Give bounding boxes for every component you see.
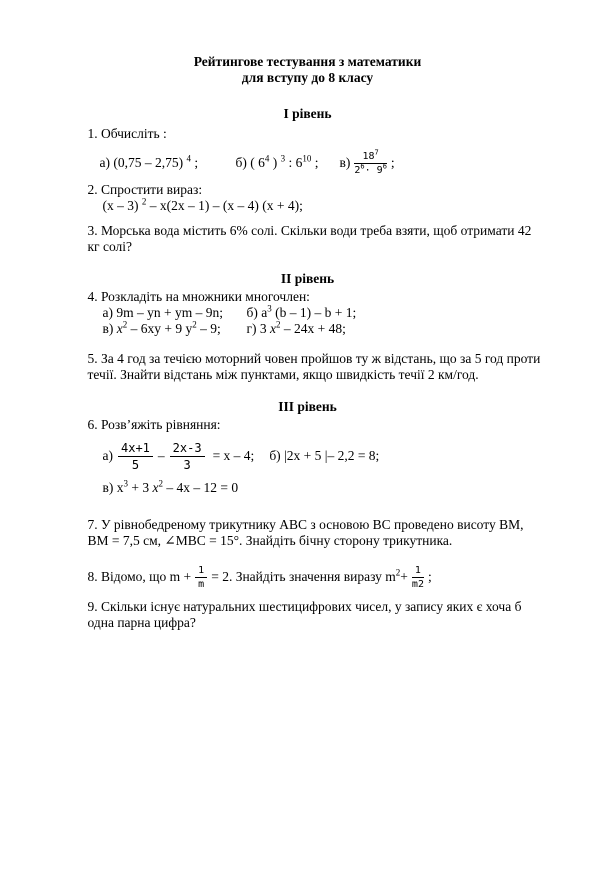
fraction-numerator: 2x-3: [170, 441, 205, 457]
problem-4-part-a: а) 9m – yn + ym – 9n;: [102, 305, 223, 320]
problem-8: [88, 562, 528, 592]
problem-1-part-c-prefix: в): [339, 155, 351, 170]
problem-6-parts-ab: [88, 436, 528, 476]
fraction-18-7-over-2-6-9-6: [354, 148, 387, 176]
fraction-denominator: m: [198, 578, 205, 590]
document-title: [88, 54, 528, 86]
problem-4-row-2: [88, 321, 528, 337]
problem-6-label: 6. Розв’яжіть рівняння:: [87, 417, 221, 432]
fraction-1-over-m2: [412, 565, 424, 590]
fraction-denominator: m2: [411, 578, 424, 590]
problem-2-label: 2. Спростити вираз:: [87, 182, 203, 197]
fraction-denominator: 5: [131, 457, 140, 472]
section-header-level-3: ІІІ рівень: [278, 399, 337, 414]
problem-1-part-c-suffix: ;: [390, 155, 395, 170]
problem-5-line-1: 5. За 4 год за течією моторний човен пройшов ту ж відстань, що за 5 год проти: [87, 351, 541, 366]
problem-1-part-c: [339, 148, 395, 176]
section-header-level-1: І рівень: [283, 106, 332, 121]
problem-3: [87, 223, 532, 255]
problem-4-label: 4. Розкладіть на множники многочлен:: [87, 289, 310, 304]
problem-7-line-1: 7. У рівнобедреному трикутнику АВС з основою ВС проведено висоту ВМ,: [87, 517, 524, 532]
document-page: [87, 0, 541, 631]
problem-9-line-1: 9. Скільки існує натуральних шестицифрових чисел, у запису яких є хоча б: [87, 599, 522, 614]
problem-6-part-v: в) $x^3 + 3$ $x^2 - 4x - 12 = 0$: [102, 478, 239, 495]
problem-4-part-b: б) $a^3$ (b – 1) – b + 1;: [246, 303, 357, 320]
problem-6-part-b: б) |2x + 5 |– 2,2 = 8;: [269, 448, 380, 463]
fraction-2x-minus-3-over-3: [170, 441, 205, 472]
problem-6-part-a-prefix: а): [102, 448, 113, 463]
minus-sign: –: [157, 448, 165, 463]
problem-7: [88, 517, 528, 549]
problem-9: [88, 599, 528, 631]
fraction-4x-plus-1-over-5: [118, 441, 153, 472]
problem-1-label: 1. Обчисліть :: [87, 126, 167, 141]
fraction-numerator: 1: [412, 565, 424, 578]
problem-3-line-1: 3. Морська вода містить 6% солі. Скільки води треба взяти, щоб отримати 42: [87, 223, 532, 238]
problem-1-parts: [88, 146, 528, 180]
problem-9-line-2: одна парна цифра?: [87, 615, 196, 630]
problem-4-part-v: в) $x^2 - 6xy + 9$ $y^2 - 9$;: [102, 319, 221, 336]
section-header-level-2: ІІ рівень: [280, 271, 335, 286]
problem-8-prefix: 8. Відомо, що m +: [87, 569, 192, 584]
fraction-denominator: $2^6\cdot 9^6$: [354, 162, 387, 176]
problem-5-line-2: течії. Знайти відстань між пунктами, якщо швидкість течії 2 км/год.: [87, 367, 479, 382]
problem-8-middle: = 2. Знайдіть значення виразу $m^2+$: [211, 567, 408, 584]
problem-7-line-2: ВМ = 7,5 см, ∠МВС = 15°. Знайдіть бічну сторону трикутника.: [87, 533, 453, 548]
problem-1-part-a: а) (0,75 – 2,75) $^4$ ;: [99, 153, 199, 170]
fraction-denominator: 3: [183, 457, 191, 472]
problem-6-part-a: [103, 441, 260, 472]
problem-4-row-1: [88, 305, 528, 321]
title-line-1: Рейтингове тестування з математики: [193, 54, 422, 69]
fraction-numerator: 1: [195, 565, 207, 578]
fraction-numerator: $18^7$: [354, 151, 387, 164]
fraction-1-over-m: [195, 565, 207, 590]
fraction-numerator: 4x+1: [118, 441, 153, 457]
problem-5: [87, 351, 541, 383]
title-line-2: для вступу до 8 класу: [241, 70, 374, 85]
problem-2-expression: (х – 3) $^2$ – х(2х – 1) – (х – 4) (х + 4);: [102, 196, 303, 213]
problem-4-part-g: г) 3 $x^2 - 24x + 48$;: [246, 319, 346, 336]
problem-8-suffix: ;: [427, 569, 432, 584]
problem-6-part-a-suffix: = x – 4;: [212, 448, 255, 463]
problem-3-line-2: кг солі?: [87, 239, 133, 254]
problem-1-part-b: б) ( $6^4$ ) $^3$ : $6^{10}$ ;: [235, 153, 319, 170]
